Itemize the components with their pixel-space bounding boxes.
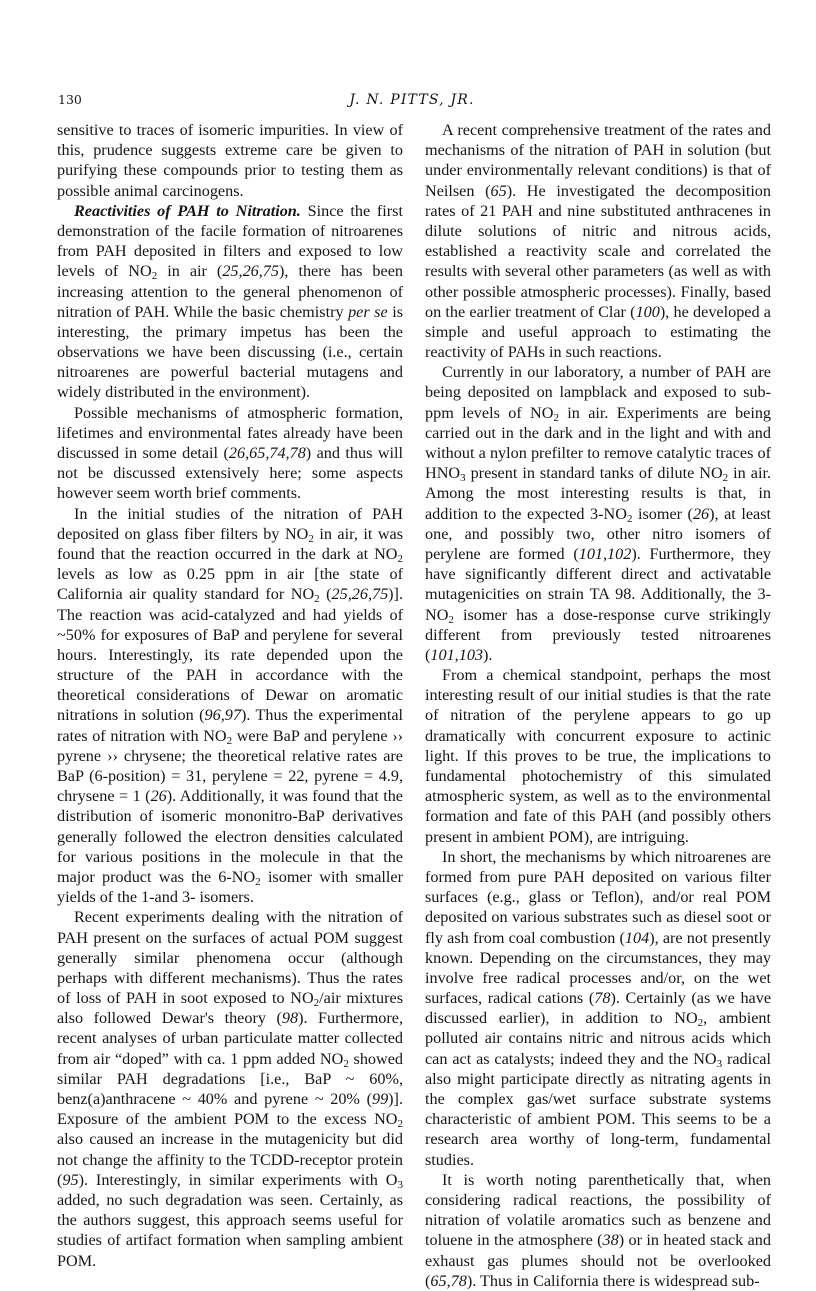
citation: 99: [371, 1090, 389, 1108]
paragraph-initial-studies: In the initial studies of the nitration of PAH deposited on glass fiber filters by $NO_2$ in air, it was found that the reaction occurred in the dark at $NO_2$ levels as low as 0.25 ppm in air [the state of California air quality standard for $NO_2$ (25,26,75)]. The reaction was acid-catalyzed and had yields of ~50% for exposures of BaP and perylene for several hours. Interestingly, its rate depended upon the structure of the PAH in accordance with the theoretical considerations of Dewar on aromatic nitrations in solution (96,97). Thus the experimental rates of nitration with $NO_2$ were BaP and perylene ›› pyrene ›› chrysene; the theoretical relative rates are BaP (6-position) = 31, perylene = 22, pyrene = 4.9, chrysene = 1 (26). Additionally, it was found that the distribution of isomeric mononitro-BaP derivatives generally followed the electron densities calculated for various positions in the molecule in that the major product was the $6-NO_2$ isomer with smaller yields of the 1-and 3- isomers.: [57, 504, 404, 907]
paragraph-in-short: In short, the mechanisms by which nitroarenes are formed from pure PAH deposited on various filter surfaces (e.g., glass or Teflon), and/or real POM deposited on various substrates such as diesel soot or fly ash from coal combustion (104), are not presently known. Depending on the circumstances, they may involve free radical processes and/or, on the wet surfaces, radical cations (78). Certainly (as we have discussed earlier), in addition to $NO_2$, ambient polluted air contains nitric and nitrous acids which can act as catalysts; indeed they and the $NO_3$ radical also might participate directly as nitrating agents in the complex gas/wet surface substrate systems characteristic of ambient POM. This seems to be a research area worthy of long-term, fundamental studies.: [425, 847, 772, 1169]
page-header: [58, 92, 766, 114]
citation: 38: [602, 1231, 619, 1250]
paragraph-comprehensive-treatment: A recent comprehensive treatment of the rates and mechanisms of the nitration of PAH in solution (but under environmentally relevant conditions) is that of Neilsen (65). He investigated the decomposition rates of 21 PAH and nine substituted anthracenes in dilute solutions of nitric and nitrous acids, established a reactivity scale and correlated the results with several other parameters (as well as with other possible atmospheric processes). Finally, based on the earlier treatment of Clar (100), he developed a simple and useful approach to estimating the reactivity of PAHs in such reactions.: [425, 121, 771, 362]
citation: 25,26,75: [222, 262, 279, 281]
citation: 104: [624, 928, 650, 947]
citation: 95: [62, 1170, 79, 1189]
paragraph-reactivities: Reactivities of PAH to Nitration. Since the first demonstration of the facile formation of nitroarenes from PAH deposited in filters and exposed to low levels of $NO_2$ in air (25,26,75), there has been increasing attention to the general phenomenon of nitration of PAH. While the basic chemistry per se is interesting, the primary impetus has been the observations we have been discussing (i.e., certain nitroarenes are powerful bacterial mutagens and widely distributed in the environment).: [57, 201, 403, 402]
left-column: [57, 120, 403, 1271]
section-title: Reactivities of PAH to Nitration.: [74, 201, 301, 220]
citation: 25,26,75: [331, 585, 389, 604]
paragraph-chemical-standpoint: From a chemical standpoint, perhaps the most interesting result of our initial studies is that the rate of nitration of the perylene appears to go up dramatically with concurrent exposure to actinic light. If this proves to be true, the implications to fundamental photochemistry of this simulated atmospheric system, as well as to the environmental formation and fate of this PAH (and possibly others present in ambient POM), are intriguing.: [425, 666, 771, 846]
citation: 78: [594, 989, 611, 1008]
citation: 26: [692, 504, 710, 523]
running-head: J. N. PITTS, JR.: [349, 92, 475, 108]
right-column: [425, 120, 771, 1291]
citation: 101,102: [578, 544, 632, 563]
citation: 26,65,74,78: [228, 444, 306, 462]
citation: 65: [490, 181, 507, 200]
paragraph-mechanisms: Possible mechanisms of atmospheric formation, lifetimes and environmental fates already have been discussed in some detail (26,65,74,78) and thus will not be discussed extensively here; some aspects however seem worth brief comments.: [57, 403, 404, 503]
citation: 96,97: [204, 706, 241, 725]
paragraph-parenthetical: It is worth noting parenthetically that, when considering radical reactions, the possibility of nitration of volatile aromatics such as benzene and toluene in the atmosphere (38) or in heated stack and exhaust gas plumes should not be overlooked (65,78). Thus in California there is widespread sub-: [425, 1170, 771, 1290]
citation: 65,78: [430, 1271, 467, 1290]
paragraph-recent-experiments: Recent experiments dealing with the nitration of PAH present on the surfaces of actual POM suggest generally similar phenomena occur (although perhaps with different mechanisms). Thus the rates of loss of PAH in soot exposed to $NO_2$/air mixtures also followed Dewar's theory (98). Furthermore, recent analyses of urban particulate matter collected from air “doped” with ca. 1 ppm added $NO_2$ showed similar PAH degradations [i.e., BaP ~ 60%, benz(a)anthracene ~ 40% and pyrene ~ 20% (99)]. Exposure of the ambient POM to the excess $NO_2$ also caused an increase in the mutagenicity but did not change the affinity to the TCDD-receptor protein (95). Interestingly, in similar experiments with $O_3$ added, no such degradation was seen. Certainly, as the authors suggest, this approach seems useful for studies of artifact formation when sampling ambient POM.: [57, 908, 403, 1270]
paragraph-continued: sensitive to traces of isomeric impurities. In view of this, prudence suggests extreme care be given to purifying these compounds prior to testing them as possible animal carcinogens.: [57, 121, 403, 200]
citation: 100: [635, 302, 660, 321]
citation: 101,103: [430, 645, 483, 664]
page-number: 130: [58, 92, 82, 107]
citation: 26: [150, 787, 167, 806]
paragraph-laboratory: Currently in our laboratory, a number of PAH are being deposited on lampblack and exposed to sub-ppm levels of $NO_2$ in air. Experiments are being carried out in the dark and in the light and with and without a nylon prefilter to remove catalytic traces of $HNO_3$ present in standard tanks of dilute $NO_2$ in air. Among the most interesting results is that, in addition to the expected $3-NO_2$ isomer (26), at least one, and possibly two, other nitro isomers of perylene are formed (101,102). Furthermore, they have significantly different direct and activatable mutagenicities on strain TA 98. Additionally, the $3-NO_2$ isomer has a dose-response curve strikingly different from previously tested nitroarenes (101,103).: [425, 363, 772, 664]
citation: 98: [281, 1009, 299, 1028]
